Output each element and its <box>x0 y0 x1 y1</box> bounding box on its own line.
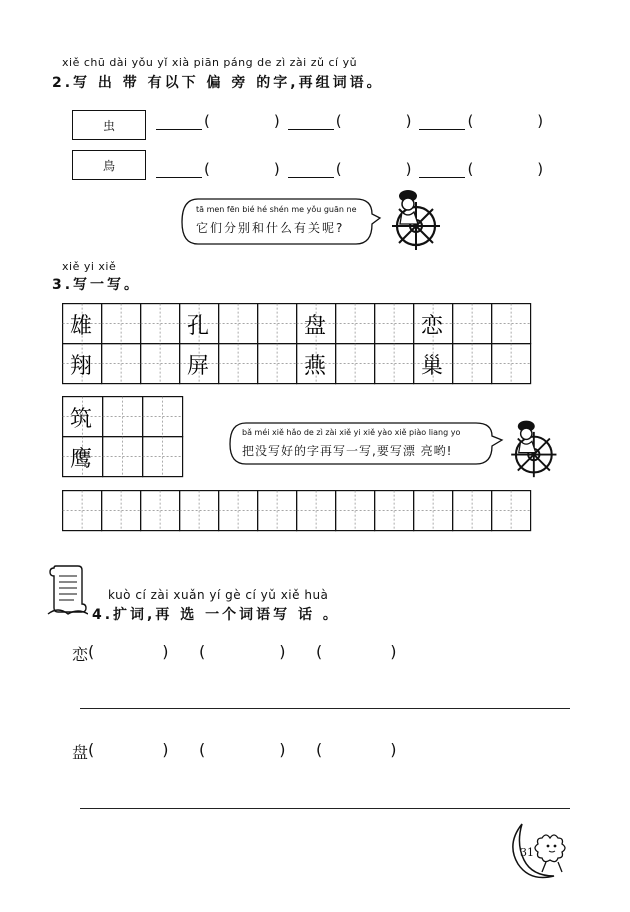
radical-label: 鳥 <box>102 158 115 173</box>
writing-grid-small[interactable] <box>62 396 184 478</box>
answer-paren[interactable] <box>94 740 162 763</box>
write-line-2[interactable] <box>80 808 570 809</box>
grid-char: 筑 <box>69 407 93 432</box>
scroll-icon <box>46 562 88 616</box>
grid-char: 翔 <box>69 354 93 379</box>
answer-blank[interactable] <box>156 115 202 130</box>
section2-pinyin: xiě chū dài yǒu yǐ xià piān páng de zì zài zǔ cí yǔ <box>62 56 358 69</box>
bubble-1-text: 它们分别和什么有关呢? <box>196 221 345 235</box>
grid-char: 巢 <box>420 354 444 379</box>
grid-char: 孔 <box>186 314 210 339</box>
answer-paren[interactable] <box>322 642 390 665</box>
grid-char: 燕 <box>303 354 327 379</box>
radical-box-2 <box>72 150 146 180</box>
answer-blank[interactable] <box>419 163 465 178</box>
radical-box-1 <box>72 110 146 140</box>
section4-heading: 4.扩词,再 选 一个词语写 话 。 <box>92 607 340 623</box>
answer-blank[interactable] <box>156 163 202 178</box>
bubble-1-pinyin: tā men fēn bié hé shén me yǒu guān ne <box>196 205 357 214</box>
grid-char: 雄 <box>69 314 93 339</box>
answer-paren[interactable] <box>205 740 279 763</box>
answer-blank[interactable] <box>419 115 465 130</box>
writing-grid-long[interactable] <box>62 490 534 532</box>
expand-char: 恋 <box>72 645 89 664</box>
expand-char: 盘 <box>72 743 89 762</box>
section2-heading: 2.写 出 带 有以下 偏 旁 的字,再组词语。 <box>52 75 384 91</box>
section4-pinyin: kuò cí zài xuǎn yí gè cí yǔ xiě huà <box>108 588 329 602</box>
writing-grid-main[interactable] <box>62 303 532 385</box>
answer-paren[interactable] <box>205 642 279 665</box>
radical-label: 虫 <box>102 118 115 133</box>
page-number: 31 <box>520 846 534 859</box>
blank-row-1: ( ) ( ) ( ) <box>156 112 543 130</box>
grid-char: 屏 <box>186 354 210 379</box>
answer-blank[interactable] <box>288 163 334 178</box>
bubble-2-text: 把没写好的字再写一写,要写漂 亮哟! <box>242 444 453 458</box>
expand-row-1: 恋 ( ) ( ) ( ) <box>72 642 397 664</box>
grid-char: 盘 <box>303 314 327 339</box>
grid-char: 恋 <box>420 314 444 339</box>
blank-row-2: ( ) ( ) ( ) <box>156 160 543 178</box>
answer-paren[interactable] <box>322 740 390 763</box>
expand-row-2: 盘 ( ) ( ) ( ) <box>72 740 397 762</box>
cartoon-sailor-helm-icon <box>378 182 448 254</box>
answer-paren[interactable] <box>94 642 162 665</box>
answer-blank[interactable] <box>288 115 334 130</box>
cartoon-sailor-helm-icon <box>498 412 564 482</box>
section3-pinyin: xiě yi xiě <box>62 260 117 273</box>
write-line-1[interactable] <box>80 708 570 709</box>
grid-char: 鹰 <box>69 447 93 472</box>
bubble-2-pinyin: bǎ méi xiě hǎo de zì zài xiě yi xiě yào xiě piào liang yo <box>242 428 461 437</box>
section3-heading: 3.写一写。 <box>52 277 142 293</box>
cartoon-lamb-moon-icon <box>508 820 578 884</box>
